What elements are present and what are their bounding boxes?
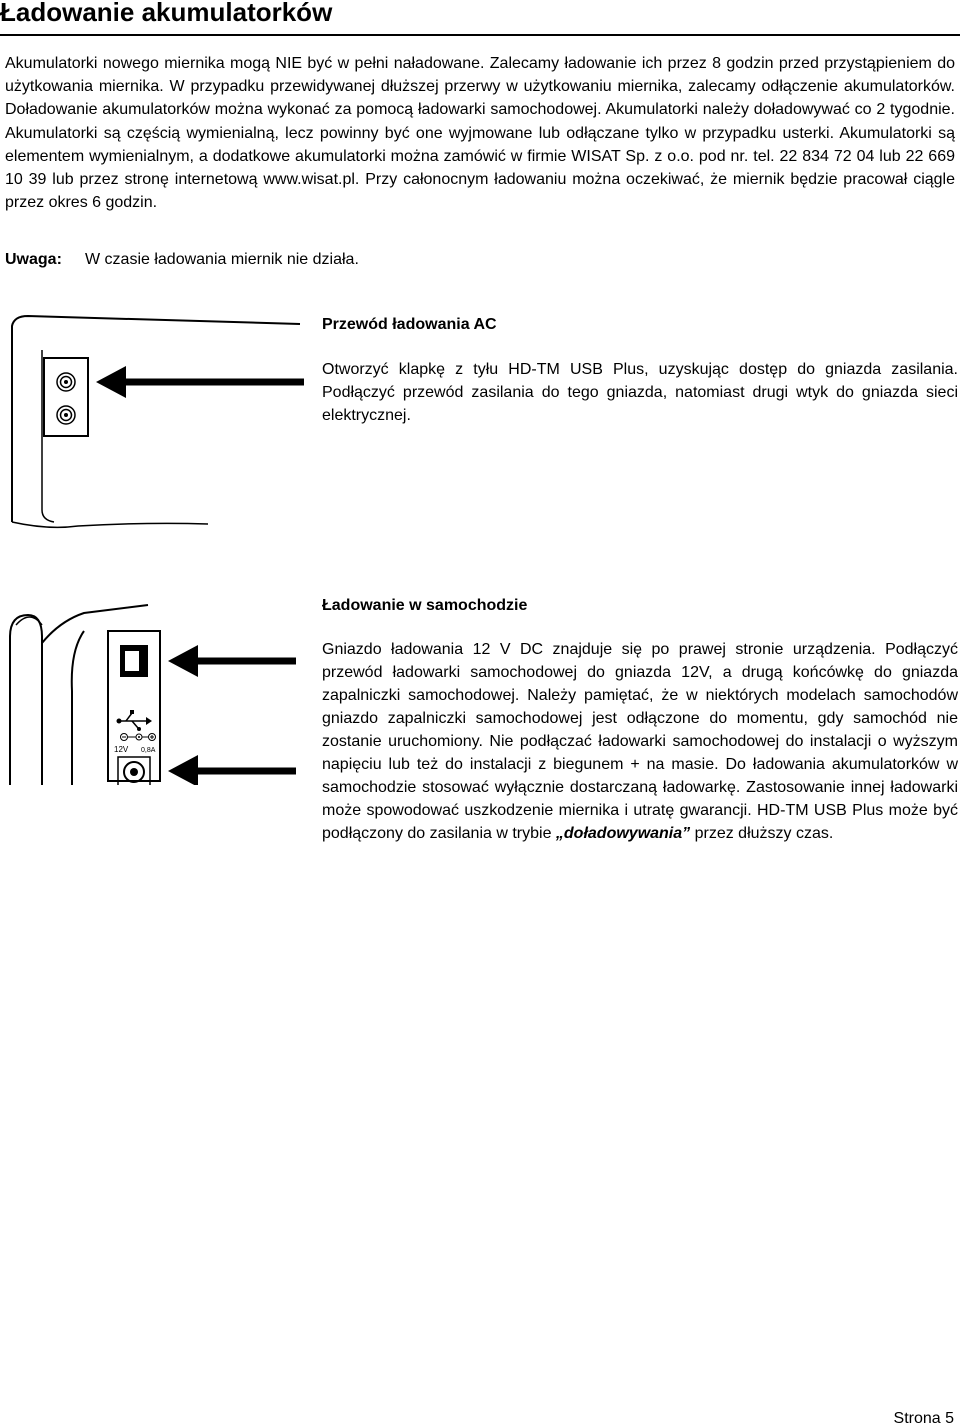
note-text: W czasie ładowania miernik nie działa. xyxy=(85,251,359,268)
arrow-left-upper-icon xyxy=(168,645,296,677)
ac-socket-illustration xyxy=(8,310,308,534)
page-title: Ładowanie akumulatorków xyxy=(0,0,333,27)
usb-port-icon xyxy=(120,645,148,677)
car-section-heading: Ładowanie w samochodzie xyxy=(322,597,528,614)
ac-section-body: Otworzyć klapkę z tyłu HD-TM USB Plus, uzyskując dostęp do gniazda zasilania. Podłączyć przewód zasilania do tego gniazda, natomiast drugi wtyk do gniazda sieci elektrycznej. xyxy=(322,361,958,424)
current-label: 0,8A xyxy=(141,747,156,754)
ac-section-heading: Przewód ładowania AC xyxy=(322,316,497,333)
car-body-emphasis: „doładowywania” xyxy=(555,825,691,842)
arrow-left-lower-icon xyxy=(168,755,296,785)
page-number: Strona 5 xyxy=(893,1410,954,1427)
polarity-symbol-icon xyxy=(121,734,156,741)
car-socket-illustration xyxy=(0,585,310,785)
intro-paragraph: Akumulatorki nowego miernika mogą NIE być w pełni naładowane. Zalecamy ładowanie ich przez 8 godzin przed przystąpieniem do użytkowania miernika. W przypadku przewidywanej dłuższej przerwy w użytkowaniu miernika, zalecamy odłączenie akumulatorków. Doładowanie akumulatorków można wykonać za pomocą ładowarki samochodowej. Akumulatorki należy doładowywać co 2 tygodnie. Akumulatorki są częścią wymienialną, lecz powinny być one wyjmowane lub odłączane tylko w przypadku usterki. Akumulatorki są elementem wymienialnym, a dodatkowe akumulatorki można zamówić w firmie WISAT Sp. z o.o. pod nr. tel. 22 834 72 04 lub 22 669 10 39 lub przez stronę internetową www.wisat.pl. Przy całonocnym ładowaniu można oczekiwać, że miernik będzie pracował ciągle przez okres 6 godzin. xyxy=(5,55,955,212)
title-divider xyxy=(0,34,960,36)
note xyxy=(5,250,359,270)
voltage-label: 12V xyxy=(114,745,129,754)
note-label: Uwaga: xyxy=(5,251,62,268)
car-body-tail: przez dłuższy czas. xyxy=(690,825,834,842)
car-section-body xyxy=(322,638,958,845)
car-body-main: Gniazdo ładowania 12 V DC znajduje się po prawej stronie urządzenia. Podłączyć przewód ładowarki samochodowej do gniazda 12V, a drugą końcówkę do gniazda zapalniczki samochodowej. Należy pamiętać, że w niektórych modelach samochodów gniazdo zapalniczki samochodowej jest odłączone do momentu, gdy samochód nie zostanie uruchomiony. Nie podłączać ładowarki samochodowej do instalacji o wyższym napięciu lub też do instalacji z biegunem + na masie. Do ładowania akumulatorków w samochodzie stosować wyłącznie dostarczaną ładowarkę. Zastosowanie innej ładowarki może spowodować uszkodzenie miernika i utratę gwarancji. HD-TM USB Plus może być podłączony do zasilania w trybie xyxy=(322,641,958,842)
arrow-left-icon xyxy=(96,366,304,398)
